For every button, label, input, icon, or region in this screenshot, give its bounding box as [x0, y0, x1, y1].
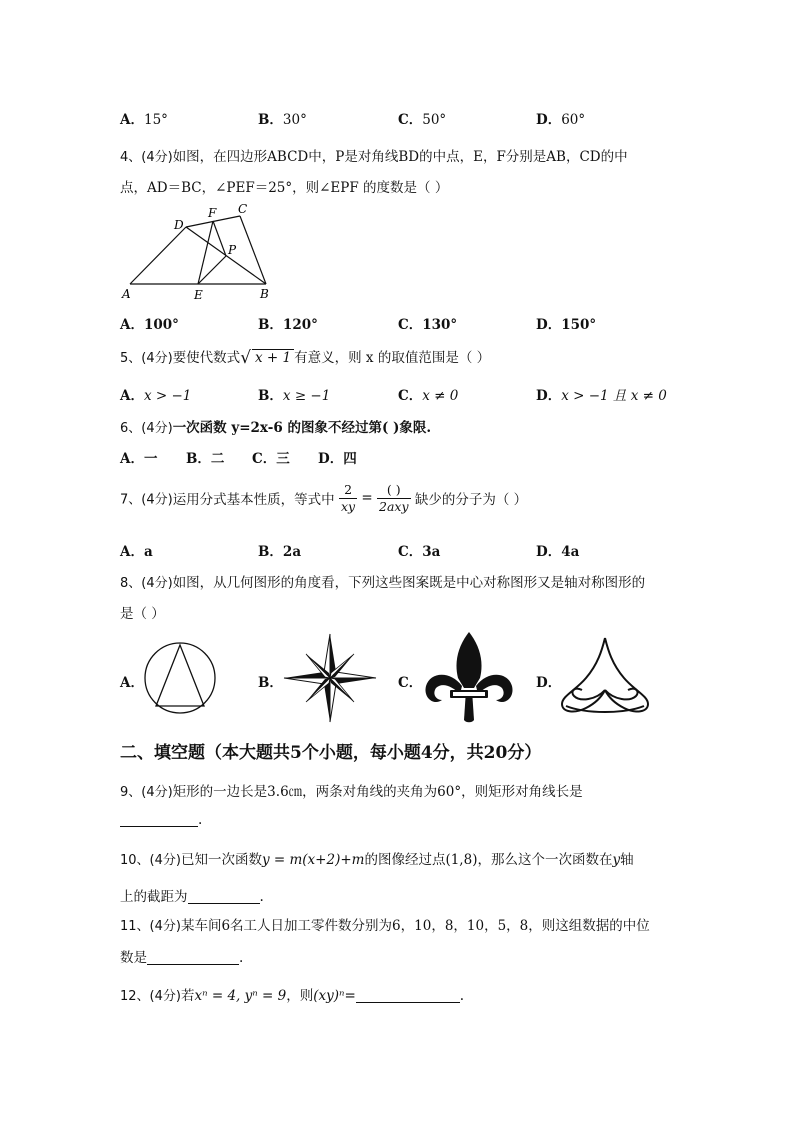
option-letter: C．	[252, 451, 277, 467]
q11-text-line2	[120, 946, 243, 966]
option-text: x ≠ 0	[422, 388, 459, 404]
q5-option-a	[120, 384, 191, 404]
question-number: 11、(4分)	[120, 919, 181, 934]
section-title: 二、填空题（本大题共5个小题，每小题4分，共20分）	[120, 743, 542, 763]
q5-option-c	[398, 384, 458, 404]
question-text: 如图，在四边形ABCD中，P是对角线BD的中点，E，F分别是AB，CD的中	[172, 149, 628, 165]
label-f: F	[208, 206, 217, 220]
numerator: ( )	[377, 482, 411, 499]
q8-option-b-letter: B．	[258, 675, 283, 691]
q8-text-line1	[120, 571, 645, 591]
question-text: 要使代数式	[172, 350, 241, 366]
question-number: 12、(4分)	[120, 989, 181, 1004]
question-text: 轴	[620, 852, 634, 868]
q12-text	[120, 984, 464, 1004]
expression: (xy)ⁿ	[313, 988, 345, 1004]
option-letter: D．	[536, 112, 562, 128]
option-text: 一	[143, 451, 158, 467]
option-letter: A．	[120, 544, 144, 560]
q7-option-b	[258, 540, 301, 560]
q8-text-line2	[120, 602, 165, 622]
option-text: x ≥ −1	[282, 388, 331, 404]
option-letter: D．	[318, 451, 344, 467]
denominator: xy	[340, 498, 356, 514]
denominator: 2axy	[379, 498, 409, 514]
q4-option-b	[258, 313, 318, 333]
radical-sign: √	[240, 348, 252, 368]
option-letter: B．	[258, 112, 283, 128]
question-text: 运用分式基本性质，等式中	[172, 492, 335, 509]
option-letter: B．	[258, 317, 283, 333]
q5-option-b	[258, 384, 330, 404]
q4-option-d	[536, 313, 596, 333]
q10-text-line2	[120, 885, 264, 905]
option-letter: C．	[398, 317, 423, 333]
quadrilateral-figure	[118, 200, 278, 304]
question-text: ，则	[286, 988, 314, 1004]
question-text: 缺少的分子为（ ）	[414, 492, 528, 509]
question-number: 6、(4分)	[120, 421, 173, 436]
option-text: 二	[210, 451, 225, 467]
question-text: 一次函数 y=2x-6 的图象不经过第( )象限.	[172, 420, 432, 436]
option-text: a	[143, 544, 153, 560]
numerator: 2	[339, 482, 357, 499]
period: .	[239, 950, 244, 966]
q8-option-d-letter: D．	[536, 675, 562, 691]
option-text: 50°	[422, 112, 447, 128]
option-text: x > −1	[143, 388, 192, 404]
axis-var: y	[612, 852, 621, 868]
answer-blank[interactable]	[356, 988, 460, 1003]
option-letter: A．	[120, 317, 144, 333]
q8-option-c-letter: C．	[398, 675, 423, 691]
option-text: 3a	[422, 544, 441, 560]
q6-option-c	[252, 447, 290, 467]
question-number: 5、(4分)	[120, 351, 173, 366]
option-text: 三	[276, 451, 290, 467]
question-text: 是（ ）	[120, 606, 165, 622]
option-text: 四	[343, 451, 357, 467]
question-number: 10、(4分)	[120, 853, 181, 868]
period: .	[198, 812, 203, 828]
q9-text	[120, 780, 583, 800]
formula: y = m(x+2)+m	[261, 852, 365, 868]
question-number: 7、(4分)	[120, 492, 173, 508]
option-text: 30°	[282, 112, 307, 128]
compass-star-icon	[283, 632, 377, 724]
point: (1,8)	[445, 852, 478, 868]
period: .	[459, 988, 465, 1004]
question-text: ，那么这个一次函数在	[477, 852, 613, 868]
equals-sign: =	[344, 988, 356, 1004]
fleur-de-lis-icon	[420, 630, 518, 724]
q9-answer-line	[120, 812, 202, 828]
circle-triangle-icon	[143, 641, 217, 715]
option-text: 100°	[143, 317, 179, 333]
option-letter: B．	[186, 451, 211, 467]
option-text: 150°	[561, 317, 597, 333]
q3-option-a	[120, 108, 168, 128]
label-b: B	[260, 287, 269, 301]
option-text: 120°	[282, 317, 318, 333]
q3-option-c	[398, 108, 446, 128]
question-number: 9、(4分)	[120, 785, 173, 800]
option-text: 130°	[422, 317, 458, 333]
option-letter: A．	[120, 451, 144, 467]
option-letter: C．	[398, 112, 423, 128]
question-number: 8、(4分)	[120, 576, 173, 591]
question-text: 如图，从几何图形的角度看，下列这些图案既是中心对称图形又是轴对称图形的	[172, 575, 646, 591]
option-text: 60°	[561, 112, 586, 128]
option-letter: A．	[120, 388, 144, 404]
option-letter: B．	[258, 544, 283, 560]
q11-text-line1	[120, 914, 650, 934]
radicand: x + 1	[252, 349, 294, 366]
q8-option-a-letter: A．	[120, 675, 144, 691]
q4-option-c	[398, 313, 457, 333]
q6-option-d	[318, 447, 357, 467]
option-letter: D．	[536, 317, 562, 333]
q5-option-d	[536, 384, 667, 404]
answer-blank[interactable]	[188, 889, 260, 904]
question-text: 点，AD＝BC，∠PEF＝25°，则∠EPF 的度数是（ ）	[120, 180, 449, 196]
answer-blank[interactable]	[147, 950, 239, 965]
q10-text-line1	[120, 848, 634, 868]
fraction-right	[377, 482, 411, 514]
option-letter: D．	[536, 388, 562, 404]
q7-option-d	[536, 540, 579, 560]
q7-option-a	[120, 540, 153, 560]
q3-option-b	[258, 108, 307, 128]
q6-option-a	[120, 447, 157, 467]
label-c: C	[238, 202, 248, 216]
label-e: E	[194, 288, 203, 302]
q4-option-a	[120, 313, 179, 333]
option-letter: C．	[398, 388, 423, 404]
fraction-left	[339, 482, 357, 514]
q7-option-c	[398, 540, 440, 560]
q7-text	[120, 482, 527, 514]
option-letter: B．	[258, 388, 283, 404]
q4-text-line2	[120, 176, 448, 196]
option-text: 2a	[282, 544, 302, 560]
q6-text	[120, 416, 431, 436]
q3-option-d	[536, 108, 585, 128]
equals-sign: =	[361, 490, 373, 507]
q5-text	[120, 346, 490, 368]
condition: xⁿ = 4, yⁿ = 9	[194, 988, 287, 1004]
option-text: 4a	[561, 544, 580, 560]
q6-option-b	[186, 447, 224, 467]
question-text: 若	[180, 988, 195, 1004]
option-text: x > −1 且 x ≠ 0	[561, 388, 667, 404]
q4-text-line1	[120, 145, 628, 165]
option-text: 15°	[143, 112, 168, 128]
answer-blank[interactable]	[120, 812, 198, 827]
option-letter: C．	[398, 544, 423, 560]
question-text: 已知一次函数	[180, 852, 262, 868]
period: .	[259, 889, 264, 905]
question-text: 上的截距为	[120, 889, 188, 905]
ornament-icon	[556, 634, 654, 720]
question-text: 数是	[120, 950, 147, 966]
label-a: A	[122, 287, 131, 301]
option-letter: D．	[536, 544, 562, 560]
question-text: 的图像经过点	[364, 852, 446, 868]
question-text: 有意义，则 x 的取值范围是（ ）	[294, 350, 491, 366]
question-text: 某车间6名工人日加工零件数分别为6，10，8，10，5，8，则这组数据的中位	[180, 918, 650, 934]
label-p: P	[228, 243, 237, 257]
label-d: D	[174, 218, 184, 232]
question-text: 矩形的一边长是3.6㎝，两条对角线的夹角为60°，则矩形对角线长是	[172, 784, 583, 800]
option-letter: A．	[120, 112, 144, 128]
question-number: 4、(4分)	[120, 150, 173, 165]
